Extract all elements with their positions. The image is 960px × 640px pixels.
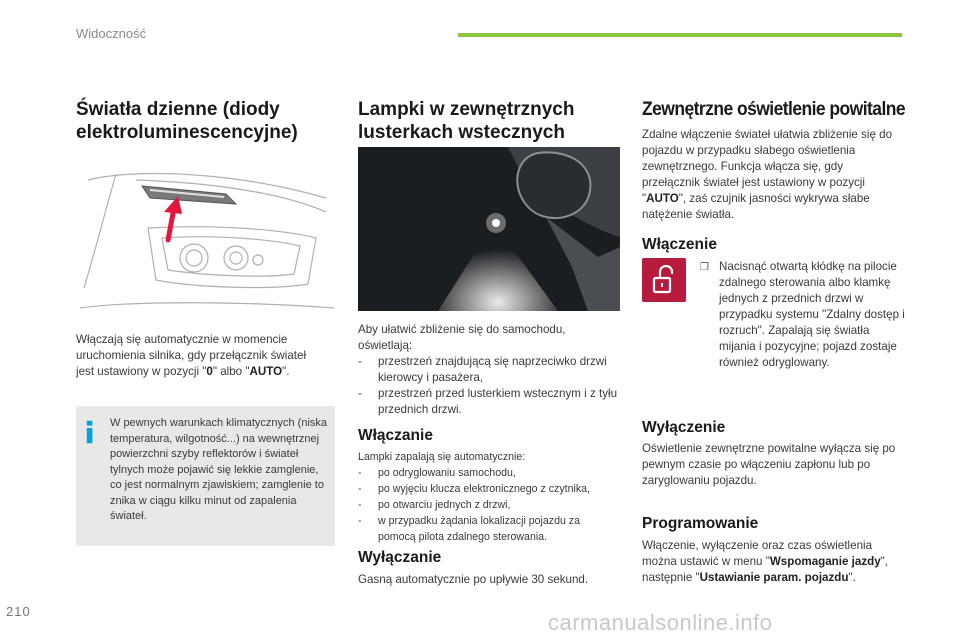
mirror-lamps-title: Lampki w zewnętrznych lusterkach wstecznych [358, 99, 575, 143]
mirror-lamps-intro-list [358, 354, 620, 418]
watermark: carmanualsonline.info [548, 610, 773, 635]
welcome-off-title: Wyłączenie [642, 419, 726, 436]
mirror-on-block [358, 449, 620, 545]
unlock-icon [642, 258, 686, 302]
list-item: - w przypadku żądania lokalizacji pojazdu za pomocą pilota zdalnego sterowania. [358, 513, 620, 545]
mirror-lamps-intro-text: Aby ułatwić zbliżenie się do samochodu, oświetlają: [358, 323, 566, 352]
daytime-lights-paragraph: Włączają się automatycznie w momencie uruchomienia silnika, gdy przełącznik świateł jest ustawiony w pozycji "0" albo "AUTO". [76, 333, 307, 378]
programming-title: Programowanie [642, 515, 759, 532]
programming-text: Włączenie, wyłączenie oraz czas oświetlenia można ustawić w menu "Wspomaganie jazdy", następnie "Ustawianie param. pojazdu". [642, 539, 888, 584]
headlight-illustration [76, 168, 338, 314]
info-text: W pewnych warunkach klimatycznych (niska temperatura, wilgotność...) na wewnętrznej powierzchni szyby reflektorów i świateł tylnych może pojawić się lekkie zamglenie, co jest normalnym zjawiskiem; zamglenie to znika w ciągu kilku minut od zapalenia świateł. [110, 417, 328, 522]
mirror-lamps-intro [358, 322, 620, 418]
mirror-on-intro: Lampki zapalają się automatycznie: [358, 451, 526, 463]
header-divider [458, 33, 902, 37]
mirror-on-title: Włączanie [358, 427, 433, 444]
bullet-square-icon: ❒ [700, 262, 709, 273]
list-item: - przestrzeń znajdującą się naprzeciwko drzwi kierowcy i pasażera, [358, 354, 620, 386]
list-item: - przestrzeń przed lusterkiem wstecznym i z tyłu przednich drzwi. [358, 386, 620, 418]
list-item: - po wyjęciu klucza elektronicznego z czytnika, [358, 481, 620, 497]
mirror-lamp-photo [358, 147, 620, 311]
page-number: 210 [6, 604, 31, 619]
welcome-off-text: Oświetlenie zewnętrzne powitalne wyłącza się po pewnym czasie po włączeniu zapłonu lub po zaryglowaniu pojazdu. [642, 442, 896, 487]
mirror-on-list [358, 465, 620, 545]
welcome-on-text: Nacisnąć otwartą kłódkę na pilocie zdalnego sterowania albo klamkę jednych z przednich drzwi w przypadku systemu "Zdalny dostęp i rozruch". Zapalają się światła mijania i pozycyjne; pojazd zostaje również odryglowany. [719, 260, 905, 369]
mirror-off-title: Wyłączanie [358, 549, 442, 566]
welcome-lighting-title: Zewnętrzne oświetlenie powitalne [642, 99, 906, 120]
list-item: - po odryglowaniu samochodu, [358, 465, 620, 481]
mirror-off-text: Gasną automatycznie po upływie 30 sekund. [358, 573, 589, 586]
section-label: Widoczność [76, 26, 147, 41]
info-icon [86, 418, 94, 446]
welcome-lighting-intro: Zdalne włączenie świateł ułatwia zbliżenie się do pojazdu w przypadku słabego oświetlenia zewnętrznego. Funkcja włącza się, gdy przełącznik świateł jest ustawiony w pozycji "AUTO", zaś czujnik jasności wykrywa słabe natężenie światła. [642, 128, 893, 221]
daytime-lights-title: Światła dzienne (diody elektroluminescencyjne) [76, 99, 298, 143]
welcome-on-title: Włączenie [642, 236, 717, 253]
list-item: - po otwarciu jednych z drzwi, [358, 497, 620, 513]
